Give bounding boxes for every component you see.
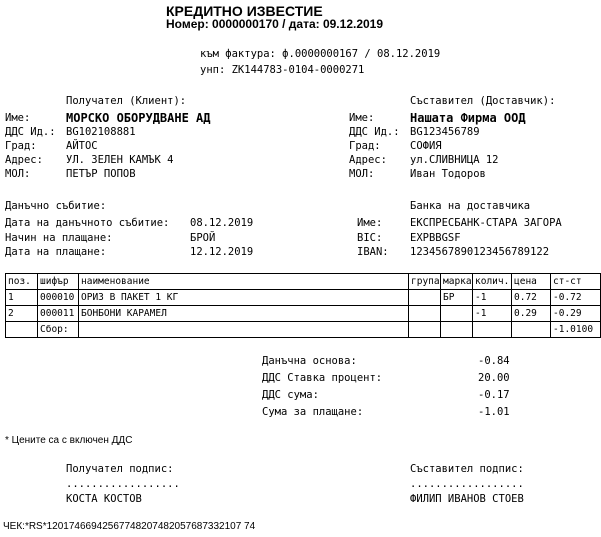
recipient-name: МОРСКО ОБОРУДВАНЕ АД (66, 111, 211, 125)
cell-code: 000010 (38, 290, 79, 306)
table-row (6, 306, 601, 322)
recipient-address: УЛ. ЗЕЛЕН КАМЪК 4 (66, 154, 174, 166)
bank-bic: EXPBBGSF (410, 232, 461, 244)
supplier-vat-label: ДДС Ид.: (349, 126, 400, 138)
recipient-mol-label: МОЛ: (5, 168, 31, 180)
vat-rate: 20.00 (478, 372, 510, 384)
cell-empty (473, 322, 512, 338)
supplier-mol-label: МОЛ: (349, 168, 375, 180)
header-price: цена (512, 274, 551, 290)
cell-empty (6, 322, 38, 338)
cell-group (409, 306, 441, 322)
supplier-address-label: Адрес: (349, 154, 387, 166)
bank-heading: Банка на доставчика (410, 200, 531, 212)
recipient-signature-label: Получател подпис: (66, 463, 174, 475)
tax-event-heading: Данъчно събитие: (5, 200, 107, 212)
header-name: наименование (79, 274, 409, 290)
cell-amount: -0.72 (551, 290, 601, 306)
tax-event-date-label: Дата на данъчното събитие: (5, 217, 170, 229)
recipient-heading: Получател (Клиент): (66, 95, 187, 107)
supplier-signature-label: Съставител подпис: (410, 463, 524, 475)
table-sum-row (6, 322, 601, 338)
bank-iban-label: IBAN: (357, 246, 389, 258)
tax-base: -0.84 (478, 355, 510, 367)
header-code: шифър (38, 274, 79, 290)
recipient-city: АЙТОС (66, 140, 98, 152)
cell-price: 0.29 (512, 306, 551, 322)
vat-amount: -0.17 (478, 389, 510, 401)
payment-method: БРОЙ (190, 232, 216, 244)
invoice-reference: към фактура: ф.0000000167 / 08.12.2019 (200, 48, 441, 60)
supplier-city: СОФИЯ (410, 140, 442, 152)
supplier-name-label: Име: (349, 112, 375, 124)
recipient-signature-line: .................. (66, 478, 180, 490)
cell-empty (512, 322, 551, 338)
header-group: група (409, 274, 441, 290)
cell-price: 0.72 (512, 290, 551, 306)
cell-empty (79, 322, 409, 338)
recipient-vat: BG102108881 (66, 126, 136, 138)
header-brand: марка (441, 274, 473, 290)
recipient-vat-label: ДДС Ид.: (5, 126, 56, 138)
amount-due-label: Сума за плащане: (262, 406, 364, 418)
sum-label: Сбор: (38, 322, 79, 338)
payment-date: 12.12.2019 (190, 246, 254, 258)
bank-bic-label: BIC: (357, 232, 383, 244)
supplier-address: ул.СЛИВНИЦА 12 (410, 154, 499, 166)
cell-empty (441, 322, 473, 338)
supplier-mol: Иван Тодоров (410, 168, 486, 180)
payment-date-label: Дата на плащане: (5, 246, 107, 258)
unp-code: унп: ZK144783-0104-0000271 (200, 64, 365, 76)
payment-method-label: Начин на плащане: (5, 232, 113, 244)
supplier-vat: BG123456789 (410, 126, 480, 138)
recipient-city-label: Град: (5, 140, 37, 152)
header-amount: ст-ст (551, 274, 601, 290)
cell-brand (441, 306, 473, 322)
supplier-signer-name: ФИЛИП ИВАНОВ СТОЕВ (410, 493, 524, 505)
tax-base-label: Данъчна основа: (262, 355, 357, 367)
table-header-row (6, 274, 601, 290)
cell-name: ОРИЗ В ПАКЕТ 1 КГ (79, 290, 409, 306)
cell-group (409, 290, 441, 306)
bank-iban: 1234567890123456789122 (410, 246, 550, 258)
cell-name: БОНБОНИ КАРАМЕЛ (79, 306, 409, 322)
vat-note: * Цените са с включен ДДС (5, 435, 133, 446)
cell-code: 000011 (38, 306, 79, 322)
recipient-signer-name: КОСТА КОСТОВ (66, 493, 142, 505)
recipient-name-label: Име: (5, 112, 31, 124)
cell-pos: 2 (6, 306, 38, 322)
bank-name: ЕКСПРЕСБАНК-СТАРА ЗАГОРА (410, 217, 562, 229)
sum-value: -1.0100 (551, 322, 601, 338)
amount-due: -1.01 (478, 406, 510, 418)
supplier-heading: Съставител (Доставчик): (410, 95, 556, 107)
cell-empty (409, 322, 441, 338)
vat-rate-label: ДДС Ставка процент: (262, 372, 383, 384)
cell-pos: 1 (6, 290, 38, 306)
bank-name-label: Име: (357, 217, 383, 229)
header-qty: колич. (473, 274, 512, 290)
document-number: Номер: 0000000170 / дата: 09.12.2019 (166, 17, 384, 31)
header-pos: поз. (6, 274, 38, 290)
supplier-name: Нашата Фирма ООД (410, 111, 526, 125)
document-title: КРЕДИТНО ИЗВЕСТИЕ (166, 3, 323, 19)
recipient-mol: ПЕТЪР ПОПОВ (66, 168, 136, 180)
tax-event-date: 08.12.2019 (190, 217, 254, 229)
recipient-address-label: Адрес: (5, 154, 43, 166)
vat-amount-label: ДДС сума: (262, 389, 319, 401)
cell-brand: БР (441, 290, 473, 306)
supplier-city-label: Град: (349, 140, 381, 152)
table-row (6, 290, 601, 306)
cell-qty: -1 (473, 306, 512, 322)
supplier-signature-line: .................. (410, 478, 524, 490)
cell-amount: -0.29 (551, 306, 601, 322)
items-table (5, 273, 601, 338)
receipt-code: ЧЕК:*RS*12017466942567748207482057687332107 74 (3, 521, 256, 532)
cell-qty: -1 (473, 290, 512, 306)
